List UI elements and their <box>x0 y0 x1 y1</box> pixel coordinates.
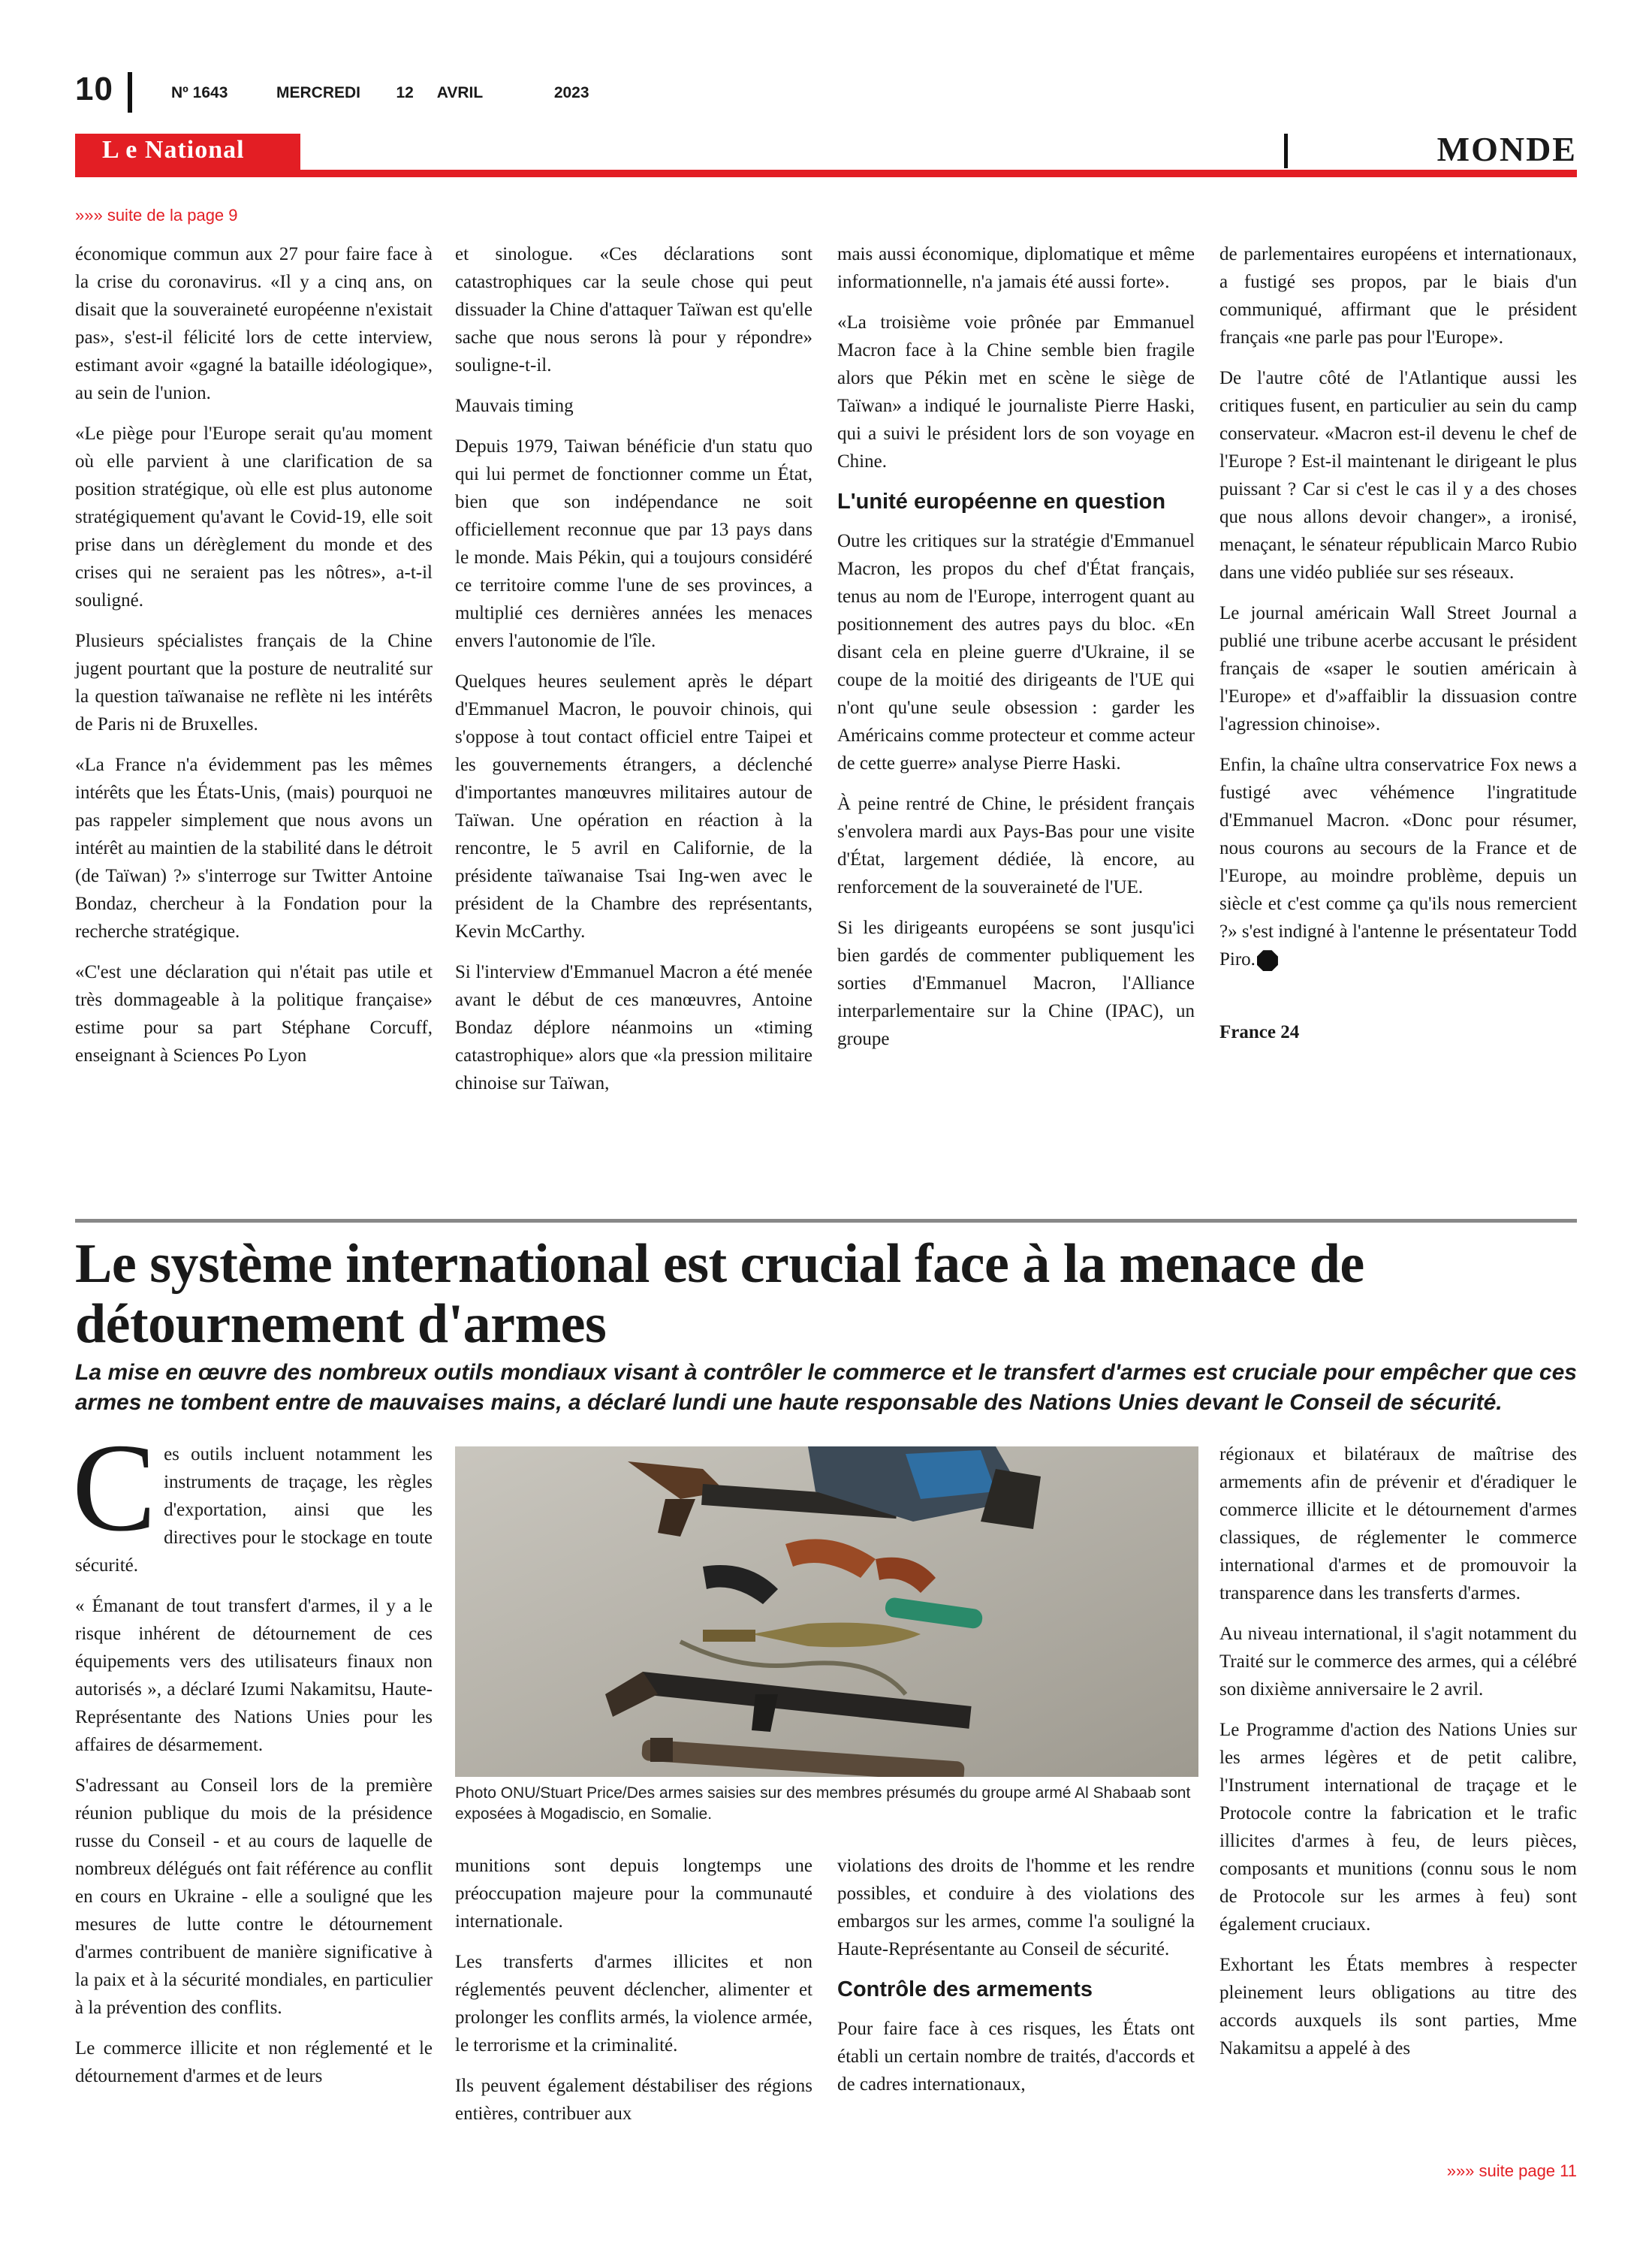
top-article-column-2 <box>455 240 812 1110</box>
paragraph: violations des droits de l'homme et les rendre possibles, et conduire à des violations des embargos sur les armes, comme l'a souligné la Haute-Représentante au Conseil de sécurité. <box>837 1856 1195 1959</box>
paragraph: Au niveau international, il s'agit notamment du Traité sur le commerce des armes, qui a célébré son dixième anniversaire le 2 avril. <box>1219 1624 1577 1700</box>
drop-cap: C <box>72 1418 157 1558</box>
article-source: France 24 <box>1219 1022 1300 1042</box>
issue-number: Nº 1643 <box>171 84 228 101</box>
paragraph: et sinologue. «Ces déclarations sont catastrophiques car la seule chose qui peut dissuader la Chine d'attaquer Taïwan est qu'elle sache que nous serons là pour y répondre» souligne-t-il. <box>455 244 812 376</box>
paragraph <box>72 1418 433 1579</box>
paragraph: Si les dirigeants européens se sont jusqu'ici bien gardés de commenter publiquement les sorties d'Emmanuel Macron, l'Alliance interparlementaire sur la Chine (IPAC), un groupe <box>837 918 1195 1049</box>
paragraph: À peine rentré de Chine, le président français s'envolera mardi aux Pays-Bas pour une visite d'État, largement dédiée, là encore, au renforcement de la souveraineté de l'UE. <box>837 794 1195 897</box>
second-article-column-2 <box>455 1852 812 2140</box>
brand-name: L e National <box>102 136 245 164</box>
paragraph: «La France n'a évidemment pas les mêmes intérêts que les États-Unis, (mais) pourquoi ne pas rappeler simplement que nous avons un intérêt au maintien de la stabilité dans le détroit (de Taïwan) ?» s'interroge sur Twitter Antoine Bondaz, chercheur à la Fondation pour la recherche stratégique. <box>75 755 433 942</box>
paragraph: régionaux et bilatéraux de maîtrise des armements afin de prévenir et d'éradiquer le commerce illicite et le détournement d'armes classiques, de réglementer le commerce international d'armes et de promouvoir la transparence dans les transferts d'armes. <box>1219 1444 1577 1603</box>
article-headline: Le système international est crucial face à la menace de détournement d'armes <box>75 1233 1364 1355</box>
header-red-rule <box>75 170 1577 177</box>
paragraph: Plusieurs spécialistes français de la Chine jugent pourtant que la posture de neutralité sur la question taïwanaise ne reflète ni les intérêts de Paris ni de Bruxelles. <box>75 631 433 734</box>
header-divider <box>128 72 132 113</box>
paragraph: économique commun aux 27 pour faire face à la crise du coronavirus. «Il y a cinq ans, on disait que la souveraineté européenne n'existait pas», s'est-il félicité lors de cette interview, estimant avoir «gagné la bataille idéologique», au sein de l'union. <box>75 244 433 403</box>
paragraph: De l'autre côté de l'Atlantique aussi les critiques fusent, en particulier au sein du camp conservateur. «Macron est-il devenu le chef de l'Europe ? Est-il maintenant le dirigeant le plus puissant ? Car si c'est le cas il y a des choses que nous allons devoir changer», a ironisé, menaçant, le sénateur républicain Marco Rubio dans une vidéo publiée sur ses réseaux. <box>1219 368 1577 583</box>
paragraph: Les transferts d'armes illicites et non réglementés peuvent déclencher, alimenter et prolonger les conflits armés, la violence armée, le terrorisme et la criminalité. <box>455 1952 812 2055</box>
weapons-photo <box>455 1446 1198 1777</box>
paragraph-text: es outils incluent notamment les instruments de traçage, les règles d'exportation, ainsi que les directives pour le stockage en toute sécurité. <box>75 1444 433 1576</box>
page-number: 10 <box>75 71 113 107</box>
paragraph: mais aussi économique, diplomatique et même informationnelle, n'a jamais été aussi forte». <box>837 244 1195 292</box>
top-article-column-4 <box>1219 240 1577 1059</box>
section-divider <box>1284 134 1288 168</box>
paragraph: Ils peuvent également déstabiliser des régions entières, contribuer aux <box>455 2076 812 2124</box>
second-article-column-4 <box>1219 1440 1577 2075</box>
issue-date: MERCREDI 12 AVRIL 2023 <box>276 84 589 101</box>
paragraph: de parlementaires européens et internationaux, a fustigé ses propos, par le biais d'un communiqué, affirmant que le président français «ne parle pas pour l'Europe». <box>1219 244 1577 348</box>
second-article-column-1 <box>72 1418 433 2103</box>
article-separator <box>75 1219 1577 1223</box>
paragraph: « Émanant de tout transfert d'armes, il y a le risque inhérent de détournement de ces équipements vers des utilisateurs finaux non autorisés », a déclaré Izumi Nakamitsu, Haute-Représentante des Nations Unies pour les affaires de désarmement. <box>75 1596 433 1755</box>
article-standfirst: La mise en œuvre des nombreux outils mondiaux visant à contrôler le commerce et le transfert d'armes est cruciale pour empêcher que ces armes ne tombent entre de mauvaises mains, a déclaré lundi une haute responsable des Nations Unies devant le Conseil de sécurité. <box>75 1360 1577 1415</box>
second-article-column-3 <box>837 1852 1195 2111</box>
subheading: Mauvais timing <box>455 396 574 416</box>
paragraph: Le commerce illicite et non réglementé et le détournement d'armes et de leurs <box>75 2038 433 2086</box>
paragraph: Exhortant les États membres à respecter pleinement leurs obligations au titre des accords auxquels ils sont parties, Mme Nakamitsu a appelé à des <box>1219 1955 1577 2058</box>
paragraph: munitions sont depuis longtemps une préoccupation majeure pour la communauté internationale. <box>455 1856 812 1932</box>
paragraph: Quelques heures seulement après le départ d'Emmanuel Macron, le pouvoir chinois, qui s'oppose à tout contact officiel entre Taipei et les gouvernements étrangers, a déclenché d'importantes manœuvres militaires autour de Taïwan. Une opération en réaction à la rencontre, le 5 avril en Californie, de la présidente taïwanaise Tsai Ing-wen avec le président de la Chambre des représentants, Kevin McCarthy. <box>455 671 812 942</box>
paragraph: Si l'interview d'Emmanuel Macron a été menée avant le début de ces manœuvres, Antoine Bondaz déplore néanmoins un «timing catastrophique» alors que «la pression militaire chinoise sur Taïwan, <box>455 962 812 1093</box>
paragraph: «La troisième voie prônée par Emmanuel Macron face à la Chine semble bien fragile alors que Pékin met en scène le siège de Taïwan» a indiqué le journaliste Pierre Haski, qui a suivi le président lors de son voyage en Chine. <box>837 312 1195 472</box>
paragraph: Pour faire face à ces risques, les États ont établi un certain nombre de traités, d'accords et de cadres internationaux, <box>837 2019 1195 2095</box>
end-of-article-icon <box>1257 950 1278 971</box>
paragraph: «Le piège pour l'Europe serait qu'au moment où elle parvient à une clarification de sa position stratégique, où elle est plus autonome stratégiquement qu'avant le Covid-19, elle soit prise dans un dérèglement du monde et des crises qui ne seraient pas les nôtres», a-t-il souligné. <box>75 424 433 611</box>
paragraph: «C'est une déclaration qui n'était pas utile et très dommageable à la politique française» estime pour sa part Stéphane Corcuff, enseignant à Sciences Po Lyon <box>75 962 433 1066</box>
weapons-illustration <box>455 1446 1198 1777</box>
top-article-column-3 <box>837 240 1195 1066</box>
paragraph: Le journal américain Wall Street Journal a publié une tribune acerbe accusant le président français de «saper le soutien américain à l'Europe» et d'»affaiblir la dissuasion contre l'agression chinoise». <box>1219 603 1577 734</box>
paragraph-text: Enfin, la chaîne ultra conservatrice Fox news a fustigé avec véhémence l'ingratitude d'Emmanuel Macron. «Donc pour résumer, nous courons au secours de la France et de l'Europe, au moindre problème, depuis un siècle et c'est comme ça qu'ils nous remercient ?» s'est indigné à l'antenne le présentateur Todd Piro. <box>1219 755 1577 970</box>
paragraph: Le Programme d'action des Nations Unies sur les armes légères et de petit calibre, l'Instrument international de traçage et le Protocole contre la fabrication et le trafic illicites d'armes à feu, de leurs pièces, composants et munitions (connu sous le nom de Protocole sur les armes à feu) sont également cruciaux. <box>1219 1720 1577 1935</box>
continued-to-link[interactable]: »»» suite page 11 <box>1446 2161 1577 2180</box>
photo-caption: Photo ONU/Stuart Price/Des armes saisies sur des membres présumés du groupe armé Al Shabaab sont exposées à Mogadiscio, en Somalie. <box>455 1784 1191 1823</box>
paragraph: Outre les critiques sur la stratégie d'Emmanuel Macron, les propos du chef d'État français, tenus au nom de l'Europe, interrogent quant au positionnement des autres pays du bloc. «En disant cela en pleine guerre d'Ukraine, il se coupe de la moitié des dirigeants de l'UE qui n'ont qu'une seule obsession : garder les Américains comme protecteur et comme acteur de cette guerre» analyse Pierre Haski. <box>837 531 1195 774</box>
top-article-column-1 <box>75 240 433 1082</box>
section-title: MONDE <box>1436 130 1577 168</box>
paragraph <box>1219 751 1577 973</box>
section-heading: L'unité européenne en question <box>837 490 1166 514</box>
continued-from-link[interactable]: »»» suite de la page 9 <box>75 206 238 225</box>
paragraph: Depuis 1979, Taiwan bénéficie d'un statu quo qui lui permet de fonctionner comme un État, bien que son indépendance ne soit officiellement reconnue que par 13 pays dans le monde. Mais Pékin, qui a toujours considéré ce territoire comme l'une de ses provinces, a multiplié ces dernières années les menaces envers l'autonomie de l'île. <box>455 436 812 651</box>
section-heading: Contrôle des armements <box>837 1977 1093 2001</box>
paragraph: S'adressant au Conseil lors de la première réunion publique du mois de la présidence russe du Conseil - et au cours de laquelle de nombreux délégués ont fait référence au conflit en cours en Ukraine - elle a souligné que les mesures de lutte contre le détournement d'armes contribuent de manière significative à la paix et à la sécurité mondiales, en particulier à la prévention des conflits. <box>75 1775 433 2018</box>
